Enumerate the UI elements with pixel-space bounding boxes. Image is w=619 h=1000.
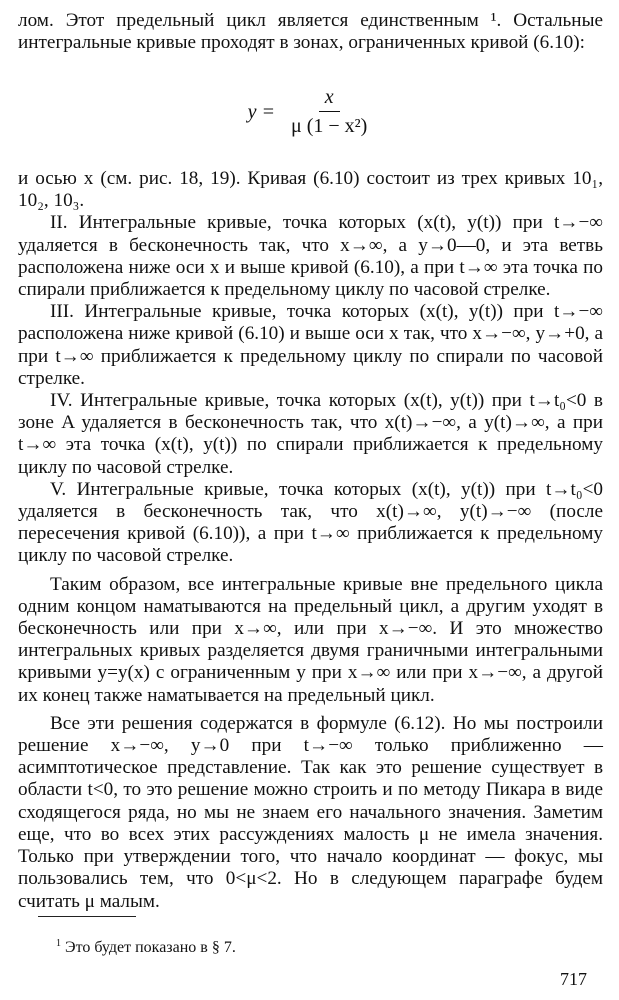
paragraph-case-iii: III. Интегральные кривые, точка которых (x(t), y(t)) при t→−∞ расположена ниже кривой (6.10) и выше оси x так, что x→−∞, y→+0, а при t→∞ приближается к предельному циклу по спирали по часовой стрелке. xyxy=(18,301,603,389)
book-page xyxy=(18,0,603,1000)
main-text xyxy=(18,168,603,913)
formula-denominator: μ (1 − x²) xyxy=(291,115,368,137)
formula-numerator: x xyxy=(319,86,340,112)
formula-fraction xyxy=(285,86,373,138)
formula-lhs: y = xyxy=(247,100,276,123)
paragraph-summary: Таким образом, все интегральные кривые вне предельного цикла одним концом наматываются на предельный цикл, а другим уходят в бесконечность или при x→∞, или при x→−∞. И это множество интегральных кривых разделяется двумя граничными интегральными кривыми y=y(x) с ограниченным y при x→∞ или при x→−∞, а другой их конец также наматывается на предельный цикл. xyxy=(18,573,603,706)
paragraph-case-iv: IV. Интегральные кривые, точка которых (x(t), y(t)) при t→t₀<0 в зоне A удаляется в бесконечность так, что x(t)→−∞, а y(t)→∞, а при t→∞ эта точка (x(t), y(t)) по спирали приближается к предельному циклу по часовой стрелке. xyxy=(18,390,603,478)
equation-6-10 xyxy=(18,86,603,138)
paragraph-case-ii: II. Интегральные кривые, точка которых (x(t), y(t)) при t→−∞ удаляется в бесконечность так, что x→∞, а y→0—0, и эта ветвь расположена ниже оси x и выше кривой (6.10), а при t→∞ эта точка по спирали приближается к предельному циклу по часовой стрелке. xyxy=(18,212,603,301)
footnote-marker: 1 xyxy=(56,938,61,949)
paragraph-curve-description: и осью x (см. рис. 18, 19). Кривая (6.10) состоит из трех кривых 10₁, 10₂, 10₃. xyxy=(18,168,603,212)
page-number: 717 xyxy=(560,969,587,989)
footnote xyxy=(56,934,236,958)
paragraph-solutions: Все эти решения содержатся в формуле (6.12). Но мы построили решение x→−∞, y→0 при t→−∞ только приближенно — асимптотическое представление. Так как это решение существует в области t<0, то это решение можно строить и по методу Пикара в виде сходящегося ряда, но мы не знаем его начального значения. Заметим еще, что во всех этих рассуждениях малость μ не имела значения. Только при утверждении того, что начало координат — фокус, мы пользовались тем, что 0<μ<2. Но в следующем параграфе будем считать μ малым. xyxy=(18,712,603,912)
footnote-text: Это будет показано в § 7. xyxy=(65,939,236,956)
footnote-divider xyxy=(38,916,136,917)
paragraph-intro: лом. Этот предельный цикл является единственным ¹. Остальные интегральные кривые проходят в зонах, ограниченных кривой (6.10): xyxy=(18,10,603,54)
paragraph-case-v: V. Интегральные кривые, точка которых (x(t), y(t)) при t→t₀<0 удаляется в бесконечность так, что x(t)→∞, y(t)→−∞ (после пересечения кривой (6.10)), а при t→∞ приближается к предельному циклу по часовой стрелке. xyxy=(18,478,603,567)
